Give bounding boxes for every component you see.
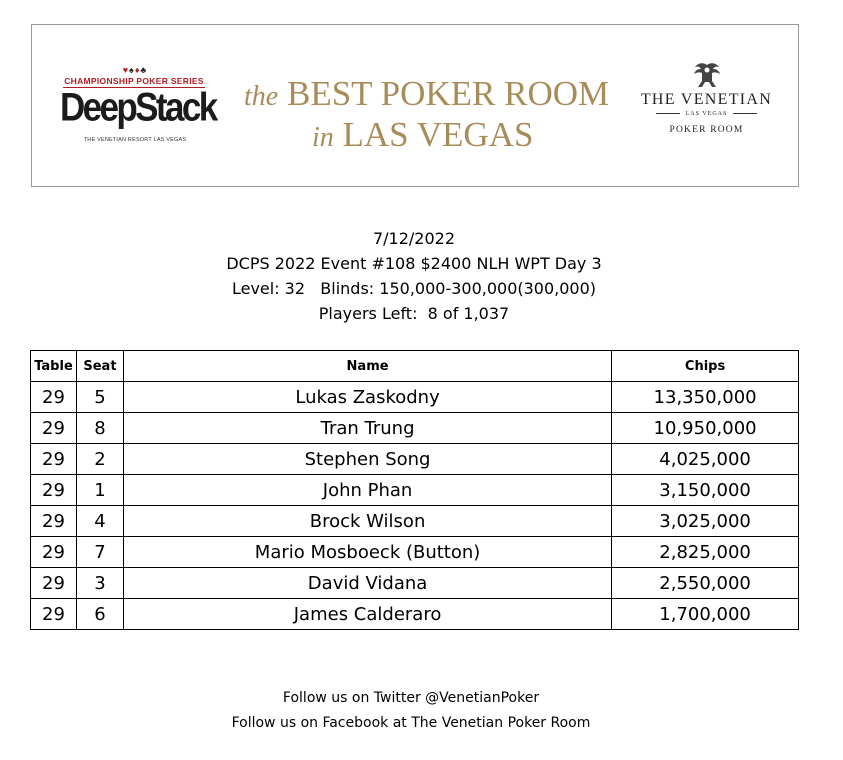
- cell-seat: 6: [76, 599, 123, 630]
- cell-chips: 3,150,000: [612, 475, 799, 506]
- cell-name: Brock Wilson: [123, 506, 611, 537]
- header-chips: Chips: [612, 351, 799, 382]
- tagline: [244, 74, 610, 157]
- cell-table: 29: [31, 413, 77, 444]
- cell-table: 29: [31, 475, 77, 506]
- table-row: [31, 475, 799, 506]
- cell-seat: 8: [76, 413, 123, 444]
- deepstack-brand: DeepStack: [60, 85, 216, 130]
- event-level: Level: 32 Blinds: 150,000-300,000(300,000): [231, 279, 597, 298]
- event-players-left: Players Left: 8 of 1,037: [318, 304, 510, 323]
- header-name: Name: [123, 351, 611, 382]
- header-table: Table: [31, 351, 77, 382]
- cell-name: Tran Trung: [123, 413, 611, 444]
- cell-name: Lukas Zaskodny: [123, 382, 611, 413]
- cell-name: David Vidana: [123, 568, 611, 599]
- venetian-logo: [624, 61, 789, 135]
- footer-twitter: Follow us on Twitter @VenetianPoker: [282, 690, 540, 706]
- chip-count-table: [30, 350, 799, 630]
- table-row: [31, 537, 799, 568]
- cell-chips: 1,700,000: [612, 599, 799, 630]
- event-date: 7/12/2022: [372, 229, 456, 248]
- header-seat: Seat: [76, 351, 123, 382]
- deepstack-sub-label: THE VENETIAN RESORT LAS VEGAS: [83, 137, 187, 143]
- table-row: [31, 444, 799, 475]
- cell-name: John Phan: [123, 475, 611, 506]
- deepstack-logo: [60, 65, 216, 150]
- cell-name: James Calderaro: [123, 599, 611, 630]
- tagline-las-vegas: LAS VEGAS: [342, 115, 534, 154]
- table-row: [31, 568, 799, 599]
- deepstack-series-label: CHAMPIONSHIP POKER SERIES: [64, 76, 204, 86]
- card-suits-icon: ♥♠♦♣: [122, 65, 148, 75]
- cell-name: Mario Mosboeck (Button): [123, 537, 611, 568]
- cell-seat: 3: [76, 568, 123, 599]
- event-info: [0, 226, 828, 326]
- venetian-location: LAS VEGAS: [624, 111, 789, 117]
- cell-seat: 5: [76, 382, 123, 413]
- tagline-best-poker-room: BEST POKER ROOM: [286, 74, 610, 113]
- cell-seat: 4: [76, 506, 123, 537]
- cell-table: 29: [31, 568, 77, 599]
- cell-table: 29: [31, 506, 77, 537]
- cell-seat: 7: [76, 537, 123, 568]
- cell-seat: 1: [76, 475, 123, 506]
- footer-facebook: Follow us on Facebook at The Venetian Poker Room: [231, 715, 591, 731]
- cell-chips: 4,025,000: [612, 444, 799, 475]
- cell-name: Stephen Song: [123, 444, 611, 475]
- cell-table: 29: [31, 444, 77, 475]
- event-title: DCPS 2022 Event #108 $2400 NLH WPT Day 3: [226, 254, 602, 273]
- banner: [31, 24, 799, 187]
- cell-chips: 10,950,000: [612, 413, 799, 444]
- tagline-the: the: [244, 81, 279, 112]
- cell-chips: 13,350,000: [612, 382, 799, 413]
- table-row: [31, 599, 799, 630]
- cell-seat: 2: [76, 444, 123, 475]
- table-row: [31, 413, 799, 444]
- winged-lion-icon: [690, 61, 724, 89]
- cell-table: 29: [31, 382, 77, 413]
- tagline-in: in: [312, 122, 334, 153]
- table-row: [31, 382, 799, 413]
- footer: [0, 686, 822, 736]
- cell-table: 29: [31, 599, 77, 630]
- cell-table: 29: [31, 537, 77, 568]
- table-header-row: [31, 351, 799, 382]
- venetian-name: THE VENETIAN: [640, 91, 773, 108]
- venetian-room: POKER ROOM: [669, 125, 744, 135]
- cell-chips: 2,550,000: [612, 568, 799, 599]
- cell-chips: 2,825,000: [612, 537, 799, 568]
- cell-chips: 3,025,000: [612, 506, 799, 537]
- table-row: [31, 506, 799, 537]
